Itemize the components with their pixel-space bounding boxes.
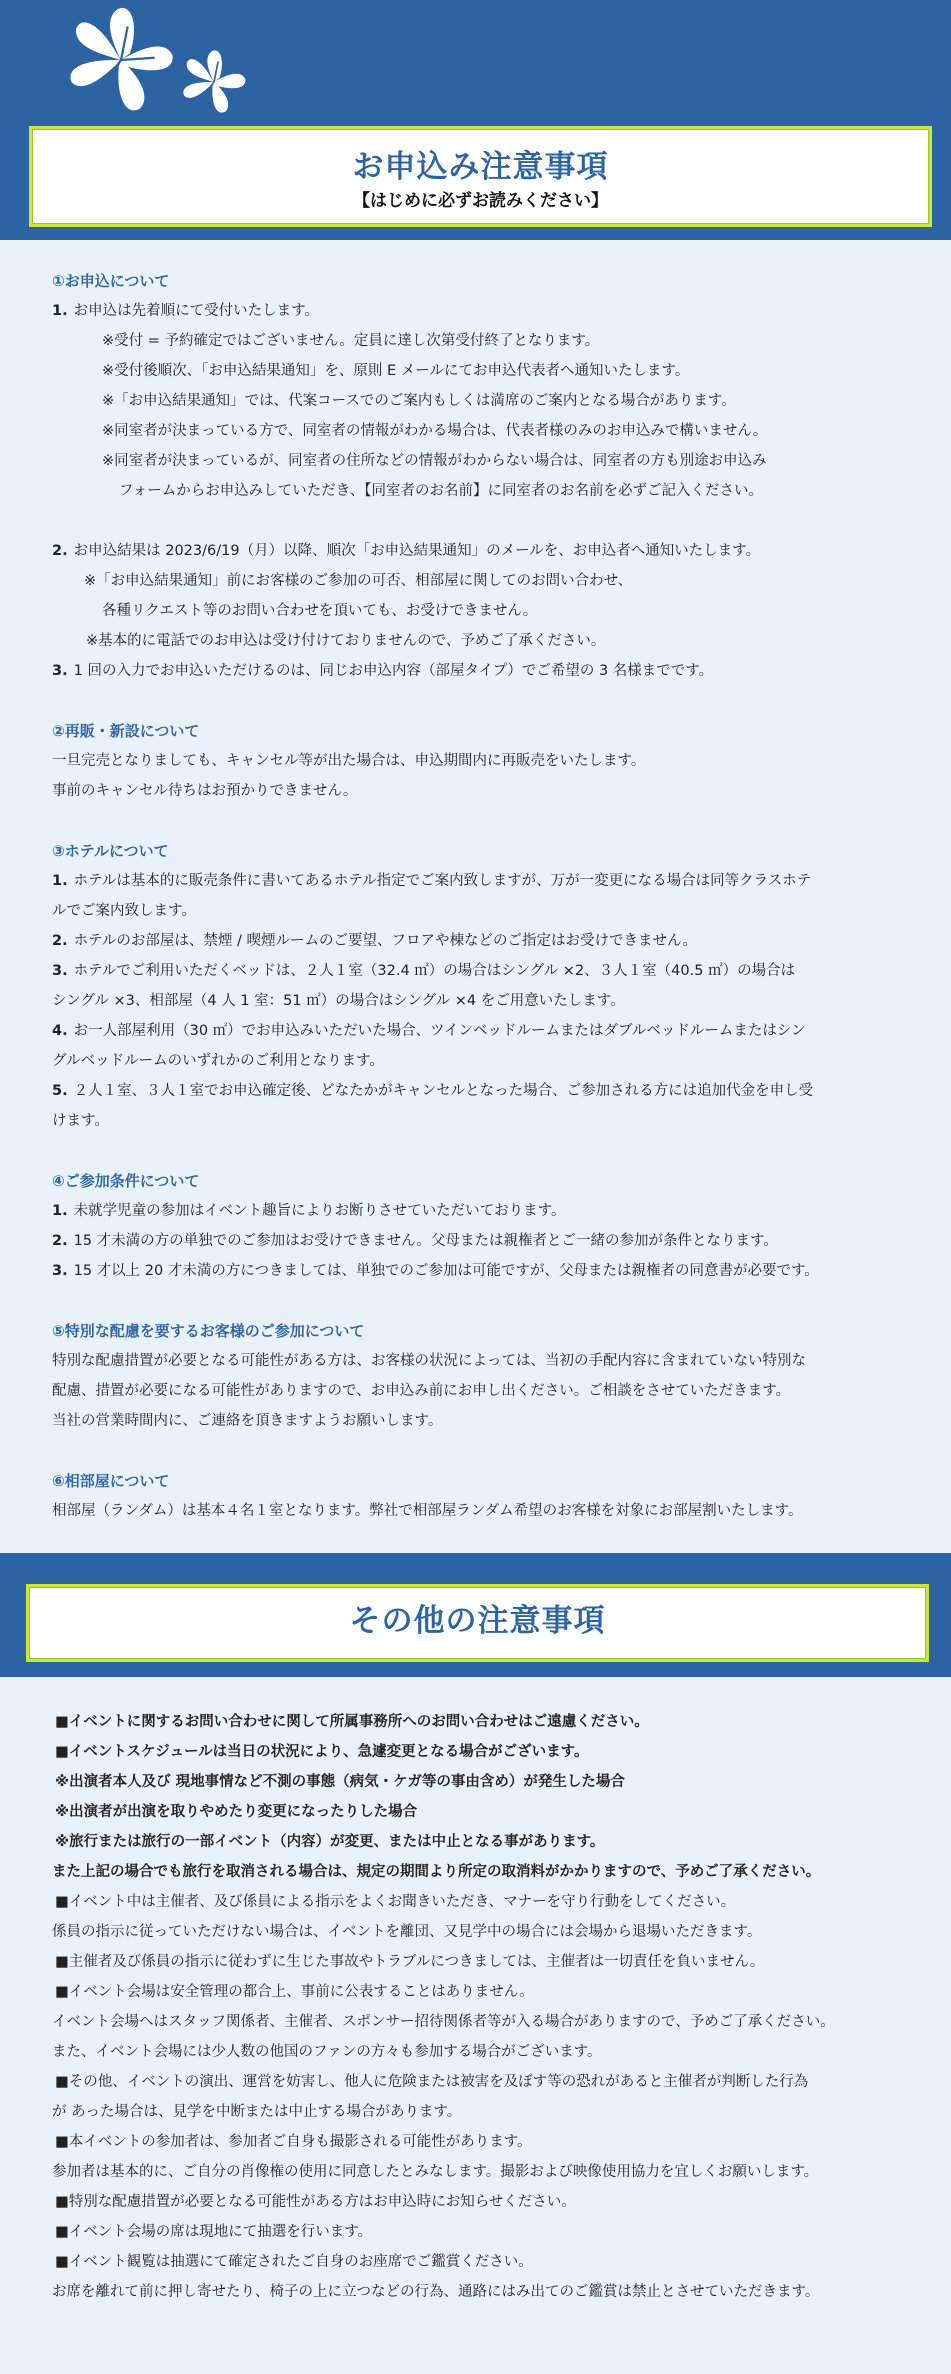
hibiscus-icon — [65, 4, 177, 116]
other-title-box — [26, 1584, 929, 1662]
section-title-shared-room: ⑥相部屋について — [52, 1472, 170, 1490]
text-line: けます。 — [52, 1113, 109, 1129]
text-line: 配慮、措置が必要になる可能性がありますので、お申込み前にお申し出ください。ご相談をさせていただきます。 — [52, 1383, 791, 1399]
note-line: 各種リクエスト等のお問い合わせを頂いても、お受けできません。 — [102, 603, 538, 619]
text-line: ■イベント会場の席は現地にて抽選を行います。 — [55, 2224, 373, 2240]
list-item: 2. お申込結果は 2023/6/19（月）以降、順次「お申込結果通知」のメールを、お申込者へ通知いたします。 — [52, 543, 761, 559]
text-line: ルでご案内致します。 — [52, 903, 196, 919]
page-title: お申込み注意事項 — [352, 149, 609, 185]
text-line: 特別な配慮措置が必要となる可能性がある方は、お客様の状況によっては、当初の手配内容に含まれていない特別な — [52, 1353, 806, 1369]
text-line: ■特別な配慮措置が必要となる可能性がある方はお申込時にお知らせください。 — [55, 2194, 576, 2210]
text-line: グルベッドルームのいずれかのご利用となります。 — [52, 1053, 384, 1069]
note-line: ※「お申込結果通知」前にお客様のご参加の可否、相部屋に関してのお問い合わせ、 — [84, 573, 633, 589]
text-line: 係員の指示に従っていただけない場合は、イベントを離団、又見学中の場合には会場から退場いただきます。 — [52, 1924, 762, 1940]
text-line: 事前のキャンセル待ちはお預かりできません。 — [52, 783, 358, 799]
text-line: 相部屋（ランダム）は基本４名１室となります。弊社で相部屋ランダム希望のお客様を対象にお部屋割いたします。 — [52, 1503, 803, 1519]
section-title-conditions: ④ご参加条件について — [52, 1172, 200, 1190]
section-title-hotel: ③ホテルについて — [52, 842, 169, 860]
section-title-resale: ②再販・新設について — [52, 722, 200, 740]
text-line: ※出演者が出演を取りやめたり変更になったりした場合 — [55, 1804, 418, 1820]
main-title-box — [29, 126, 932, 227]
list-item: 3. 15 才以上 20 才未満の方につきましては、単独でのご参加は可能ですが、父母または親権者の同意書が必要です。 — [52, 1263, 819, 1279]
text-line: また上記の場合でも旅行を取消される場合は、規定の期間より所定の取消料がかかりますので、予めご了承ください。 — [52, 1864, 821, 1880]
text-line: が あった場合は、見学を中断または中止する場合があります。 — [52, 2104, 462, 2120]
note-line: ※同室者が決まっているが、同室者の住所などの情報がわからない場合は、同室者の方も別途お申込み — [102, 453, 767, 469]
section-title-special-care: ⑤特別な配慮を要するお客様のご参加について — [52, 1322, 365, 1340]
note-line: ※同室者が決まっている方で、同室者の情報がわかる場合は、代表者様のみのお申込みで構いません。 — [102, 423, 768, 439]
list-item: 1. ホテルは基本的に販売条件に書いてあるホテル指定でご案内致しますが、万が一変更になる場合は同等クラスホテ — [52, 873, 812, 889]
text-line: お席を離れて前に押し寄せたり、椅子の上に立つなどの行為、通路にはみ出てのご鑑賞は禁止とさせていただきます。 — [52, 2284, 820, 2300]
text-line: ■その他、イベントの演出、運営を妨害し、他人に危険または被害を及ぼす等の恐れがあると主催者が判断した行為 — [55, 2074, 809, 2090]
list-item: 2. 15 才未満の方の単独でのご参加はお受けできません。父母または親権者とご一緒の参加が条件となります。 — [52, 1233, 778, 1249]
notice-content — [52, 266, 912, 1526]
text-line: ■イベント観覧は抽選にて確定されたご自身のお座席でご鑑賞ください。 — [55, 2254, 533, 2270]
text-line: ■イベント中は主催者、及び係員による指示をよくお聞きいただき、マナーを守り行動をしてください。 — [55, 1894, 736, 1910]
note-line: ※「お申込結果通知」では、代案コースでのご案内もしくは満席のご案内となる場合があります。 — [102, 393, 736, 409]
list-item: 3. ホテルでご利用いただくベッドは、２人１室（32.4 ㎡）の場合はシングル ×2、３人１室（40.5 ㎡）の場合は — [52, 963, 796, 979]
text-line: ■イベント会場は安全管理の都合上、事前に公表することはありません。 — [55, 1984, 534, 2000]
note-line: フォームからお申込みしていただき、【同室者のお名前】に同室者のお名前を必ずご記入ください。 — [119, 483, 763, 499]
text-line: 一旦完売となりましても、キャンセル等が出た場合は、申込期間内に再販売をいたします。 — [52, 753, 646, 769]
text-line: 参加者は基本的に、ご自分の肖像権の使用に同意したとみなします。撮影および映像使用協力を宜しくお願いします。 — [52, 2164, 819, 2180]
list-item: 5. ２人１室、３人１室でお申込確定後、どなたかがキャンセルとなった場合、ご参加される方には追加代金を申し受 — [52, 1083, 814, 1099]
text-line: ■イベントに関するお問い合わせに関して所属事務所へのお問い合わせはご遠慮ください。 — [55, 1714, 649, 1730]
text-line: ※旅行または旅行の一部イベント（内容）が変更、または中止となる事があります。 — [55, 1834, 605, 1850]
note-line: ※基本的に電話でのお申込は受け付けておりませんので、予めご了承ください。 — [86, 633, 606, 649]
page-subtitle: 【はじめに必ずお読みください】 — [353, 191, 608, 211]
text-line: シングル ×3、相部屋（4 人 1 室：51 ㎡）の場合はシングル ×4 をご用意いたします。 — [52, 993, 625, 1009]
other-content — [52, 1707, 912, 2307]
text-line: ※出演者本人及び 現地事情など不測の事態（病気・ケガ等の事由含め）が発生した場合 — [55, 1774, 625, 1790]
list-item: 4. お一人部屋利用（30 ㎡）でお申込みいただいた場合、ツインベッドルームまたはダブルベッドルームまたはシン — [52, 1023, 806, 1039]
list-item: 1. 未就学児童の参加はイベント趣旨によりお断りさせていただいております。 — [52, 1203, 566, 1219]
note-line: ※受付後順次、「お申込結果通知」を、原則 E メールにてお申込代表者へ通知いたします。 — [102, 363, 690, 379]
text-line: また、イベント会場には少人数の他国のファンの方々も参加する場合がございます。 — [52, 2044, 602, 2060]
text-line: 当社の営業時間内に、ご連絡を頂きますようお願いします。 — [52, 1413, 443, 1429]
list-item: 3. 1 回の入力でお申込いただけるのは、同じお申込内容（部屋タイプ）でご希望の 3 名様までです。 — [52, 663, 714, 679]
text-line: ■イベントスケジュールは当日の状況により、急遽変更となる場合がございます。 — [55, 1744, 589, 1760]
text-line: ■主催者及び係員の指示に従わずに生じた事故やトラブルにつきましては、主催者は一切責任を負いません。 — [55, 1954, 765, 1970]
list-item: 1. お申込は先着順にて受付いたします。 — [52, 303, 319, 319]
list-item: 2. ホテルのお部屋は、禁煙 / 喫煙ルームのご要望、フロアや棟などのご指定はお受けできません。 — [52, 933, 697, 949]
hibiscus-icon — [180, 48, 248, 116]
other-title: その他の注意事項 — [349, 1603, 606, 1639]
text-line: イベント会場へはスタッフ関係者、主催者、スポンサー招待関係者等が入る場合がありますので、予めご了承ください。 — [52, 2014, 835, 2030]
section-title-application: ①お申込について — [52, 272, 170, 290]
text-line: ■本イベントの参加者は、参加者ご自身も撮影される可能性があります。 — [55, 2134, 532, 2150]
note-line: ※受付 = 予約確定ではございません。定員に達し次第受付終了となります。 — [102, 333, 600, 349]
